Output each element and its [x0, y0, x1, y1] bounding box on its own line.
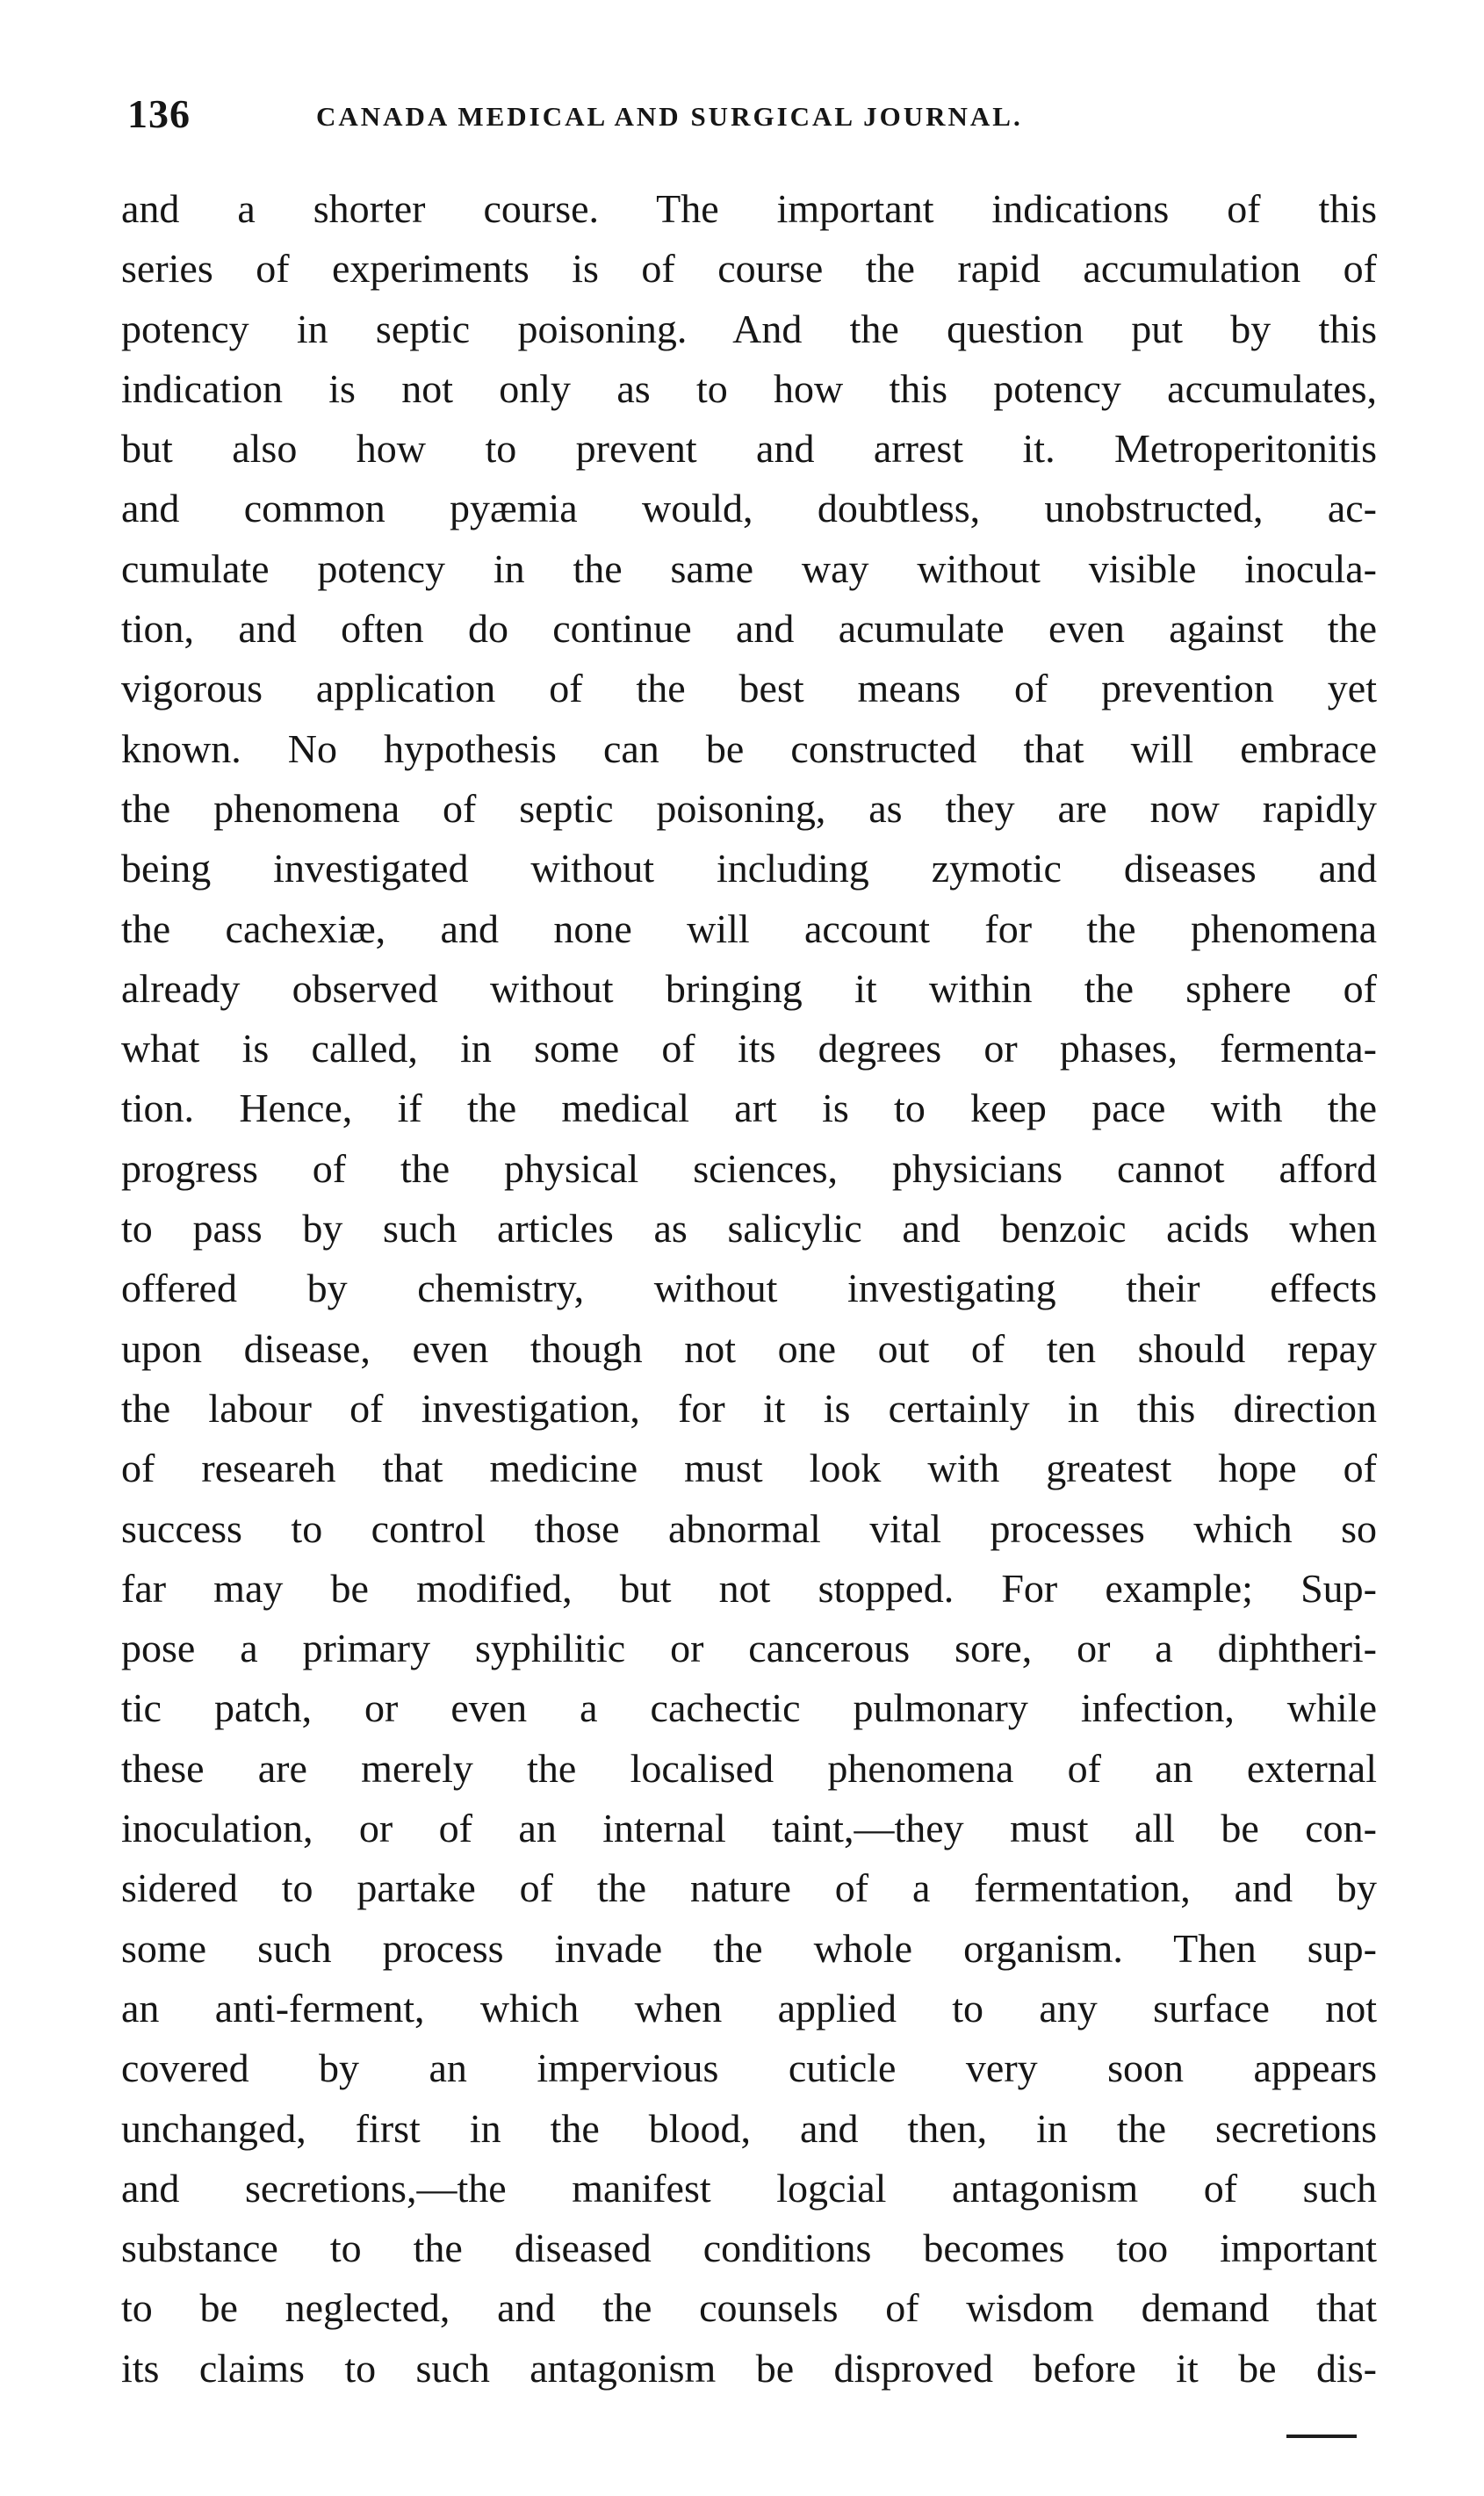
- text-line: tion. Hence, if the medical art is to keep pace with the: [121, 1086, 1377, 1131]
- catchword-rule: [1286, 2435, 1357, 2438]
- text-line: cumulate potency in the same way without visible inocula-: [121, 545, 1377, 591]
- text-line: of researeh that medicine must look with greatest hope of: [121, 1446, 1377, 1491]
- text-line: and secretions,—the manifest logcial antagonism of such: [121, 2165, 1377, 2211]
- text-line: and a shorter course. The important indications of this: [121, 186, 1377, 231]
- text-line: the labour of investigation, for it is certainly in this direction: [121, 1385, 1377, 1431]
- text-line: but also how to prevent and arrest it. Metroperitonitis: [121, 426, 1377, 472]
- text-line: success to control those abnormal vital processes which so: [121, 1505, 1377, 1551]
- text-line: offered by chemistry, without investigating their effects: [121, 1266, 1377, 1311]
- text-line: the cachexiæ, and none will account for the phenomena: [121, 905, 1377, 951]
- text-line: inoculation, or of an internal taint,—they must all be con-: [121, 1806, 1377, 1851]
- text-line: sidered to partake of the nature of a fermentation, and by: [121, 1865, 1377, 1911]
- text-line: tic patch, or even a cachectic pulmonary infection, while: [121, 1685, 1377, 1731]
- text-line: an anti-ferment, which when applied to any surface not: [121, 1985, 1377, 2031]
- text-line: to be neglected, and the counsels of wisdom demand that: [121, 2285, 1377, 2331]
- text-line: vigorous application of the best means of prevention yet: [121, 666, 1377, 711]
- text-line: some such process invade the whole organism. Then sup-: [121, 1925, 1377, 1971]
- text-line: unchanged, first in the blood, and then, in the secretions: [121, 2105, 1377, 2151]
- text-line: pose a primary syphilitic or cancerous sore, or a diphtheri-: [121, 1626, 1377, 1671]
- text-line: what is called, in some of its degrees or phases, fermenta-: [121, 1026, 1377, 1071]
- text-line: already observed without bringing it within the sphere of: [121, 965, 1377, 1011]
- text-line: to pass by such articles as salicylic and benzoic acids when: [121, 1206, 1377, 1252]
- text-line: and common pyæmia would, doubtless, unobstructed, ac-: [121, 486, 1377, 531]
- text-line: known. No hypothesis can be constructed that will embrace: [121, 725, 1377, 771]
- text-line: potency in septic poisoning. And the question put by this: [121, 306, 1377, 351]
- body-text: [121, 179, 1377, 2399]
- text-line: upon disease, even though not one out of ten should repay: [121, 1325, 1377, 1371]
- text-line: tion, and often do continue and acumulate even against the: [121, 606, 1377, 652]
- page-number: 136: [127, 91, 191, 136]
- text-line: the phenomena of septic poisoning, as they are now rapidly: [121, 785, 1377, 831]
- text-line: far may be modified, but not stopped. For example; Sup-: [121, 1565, 1377, 1611]
- text-line: covered by an impervious cuticle very soon appears: [121, 2045, 1377, 2091]
- journal-title: CANADA MEDICAL AND SURGICAL JOURNAL.: [316, 101, 1023, 132]
- text-line: series of experiments is of course the rapid accumulation of: [121, 246, 1377, 292]
- text-line: being investigated without including zymotic diseases and: [121, 846, 1377, 891]
- text-line: progress of the physical sciences, physicians cannot afford: [121, 1145, 1377, 1191]
- text-line: its claims to such antagonism be disproved before it be dis-: [121, 2345, 1377, 2391]
- text-line: indication is not only as to how this potency accumulates,: [121, 365, 1377, 411]
- text-line: substance to the diseased conditions becomes too important: [121, 2225, 1377, 2271]
- running-head: [127, 88, 1374, 149]
- text-line: these are merely the localised phenomena of an external: [121, 1745, 1377, 1791]
